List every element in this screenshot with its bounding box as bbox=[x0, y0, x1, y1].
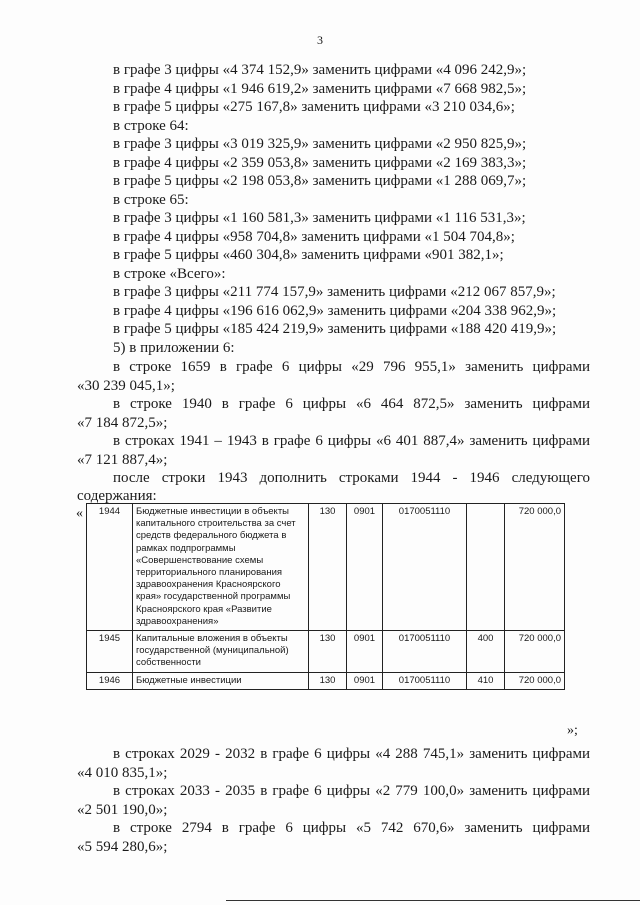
text-line: в строке 65: bbox=[113, 192, 189, 208]
table-row bbox=[87, 504, 565, 631]
table-open-quote: « bbox=[76, 506, 83, 521]
section-code-cell: 0901 bbox=[347, 631, 383, 673]
text-line: «7 121 887,4»; bbox=[77, 452, 168, 468]
text-line: в строках 2033 - 2035 в графе 6 цифры «2 779 100,0» заменить цифрами bbox=[113, 783, 590, 799]
text-line: в графе 5 цифры «460 304,8» заменить цифрами «901 382,1»; bbox=[113, 247, 504, 263]
row-name-cell: Капитальные вложения в объекты государственной (муниципальной) собственности bbox=[133, 631, 309, 673]
text-line: в графе 5 цифры «275 167,8» заменить цифрами «3 210 034,6»; bbox=[113, 99, 515, 115]
text-line: в строке «Всего»: bbox=[113, 266, 226, 282]
text-line: «2 501 190,0»; bbox=[77, 802, 168, 818]
text-line: в строках 2029 - 2032 в графе 6 цифры «4 288 745,1» заменить цифрами bbox=[113, 746, 590, 762]
target-code-cell: 0170051110 bbox=[383, 672, 467, 689]
text-line: после строки 1943 дополнить строками 1944 - 1946 следующего bbox=[113, 470, 590, 486]
text-line: в графе 4 цифры «196 616 062,9» заменить цифрами «204 338 962,9»; bbox=[113, 303, 557, 319]
text-line: в строке 64: bbox=[113, 118, 189, 134]
text-line: в графе 4 цифры «1 946 619,2» заменить цифрами «7 668 982,5»; bbox=[113, 81, 527, 97]
expense-type-cell: 410 bbox=[467, 672, 505, 689]
text-line: в графе 3 цифры «211 774 157,9» заменить цифрами «212 067 857,9»; bbox=[113, 284, 556, 300]
text-line: «4 010 835,1»; bbox=[77, 765, 168, 781]
text-line: в графе 5 цифры «2 198 053,8» заменить цифрами «1 288 069,7»; bbox=[113, 173, 527, 189]
table-row bbox=[87, 631, 565, 673]
table-close-quote: »; bbox=[567, 723, 578, 738]
admin-code-cell: 130 bbox=[309, 504, 347, 631]
text-line: в графе 5 цифры «185 424 219,9» заменить цифрами «188 420 419,9»; bbox=[113, 321, 557, 337]
section-code-cell: 0901 bbox=[347, 504, 383, 631]
text-line: в графе 3 цифры «4 374 152,9» заменить цифрами «4 096 242,9»; bbox=[113, 62, 527, 78]
footer-divider bbox=[226, 900, 640, 901]
row-name-cell: Бюджетные инвестиции bbox=[133, 672, 309, 689]
text-line: содержания: bbox=[77, 488, 157, 504]
admin-code-cell: 130 bbox=[309, 631, 347, 673]
text-line: в графе 3 цифры «1 160 581,3» заменить цифрами «1 116 531,3»; bbox=[113, 210, 526, 226]
text-line: в графе 4 цифры «2 359 053,8» заменить цифрами «2 169 383,3»; bbox=[113, 155, 527, 171]
target-code-cell: 0170051110 bbox=[383, 504, 467, 631]
expense-type-cell bbox=[467, 504, 505, 631]
text-line: в строке 1659 в графе 6 цифры «29 796 955,1» заменить цифрами bbox=[113, 359, 590, 375]
row-number-cell: 1945 bbox=[87, 631, 133, 673]
inserted-rows-table bbox=[86, 503, 565, 690]
row-number-cell: 1944 bbox=[87, 504, 133, 631]
table-row bbox=[87, 672, 565, 689]
section-code-cell: 0901 bbox=[347, 672, 383, 689]
expense-type-cell: 400 bbox=[467, 631, 505, 673]
page-number: 3 bbox=[317, 33, 323, 47]
text-line: «30 239 045,1»; bbox=[77, 378, 175, 394]
target-code-cell: 0170051110 bbox=[383, 631, 467, 673]
row-name-cell: Бюджетные инвестиции в объекты капитального строительства за счет средств федерального бюджета в рамках подпрограммы «Совершенствование схемы территориального планирования здравоохранения Красноярского края» государственной программы Красноярского края «Развитие здравоохранения» bbox=[133, 504, 309, 631]
text-line: в графе 3 цифры «3 019 325,9» заменить цифрами «2 950 825,9»; bbox=[113, 136, 527, 152]
amount-cell: 720 000,0 bbox=[505, 504, 565, 631]
text-line: в строках 1941 – 1943 в графе 6 цифры «6 401 887,4» заменить цифрами bbox=[113, 433, 590, 449]
text-line: в строке 2794 в графе 6 цифры «5 742 670,6» заменить цифрами bbox=[113, 820, 590, 836]
admin-code-cell: 130 bbox=[309, 672, 347, 689]
text-line: в графе 4 цифры «958 704,8» заменить цифрами «1 504 704,8»; bbox=[113, 229, 515, 245]
text-line: «7 184 872,5»; bbox=[77, 415, 168, 431]
row-number-cell: 1946 bbox=[87, 672, 133, 689]
text-line: в строке 1940 в графе 6 цифры «6 464 872,5» заменить цифрами bbox=[113, 396, 590, 412]
amount-cell: 720 000,0 bbox=[505, 672, 565, 689]
text-line: «5 594 280,6»; bbox=[77, 839, 168, 855]
text-line: 5) в приложении 6: bbox=[113, 340, 235, 356]
amount-cell: 720 000,0 bbox=[505, 631, 565, 673]
